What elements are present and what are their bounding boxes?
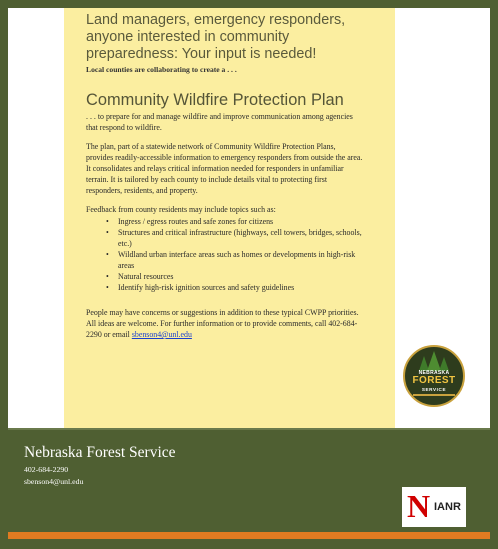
feedback-intro: Feedback from county residents may include topics such as:	[86, 205, 276, 214]
ianr-text: IANR	[434, 501, 461, 513]
footer-phone: 402-684-2290	[24, 465, 69, 474]
plan-title: Community Wildfire Protection Plan	[86, 91, 344, 109]
orange-accent-bar	[8, 532, 490, 539]
list-item: • Natural resources	[106, 271, 364, 282]
flyer-content	[86, 12, 364, 340]
plan-subtitle: . . . to prepare for and manage wildfire and improve communication among agencies that respond to wildfire.	[86, 112, 353, 132]
intro-text: Local counties are collaborating to create a . . .	[86, 65, 237, 74]
footer-email: sbenson4@unl.edu	[24, 477, 84, 486]
email-link[interactable]: sbenson4@unl.edu	[131, 330, 192, 339]
logo-line-3: SERVICE	[421, 387, 447, 392]
list-item: • Identify high-risk ignition sources and safety guidelines	[106, 282, 364, 293]
nebraska-forest-service-logo	[403, 345, 465, 407]
nebraska-n-icon: N	[407, 488, 431, 524]
logo-line-2: FOREST	[412, 375, 456, 386]
closing-body: People may have concerns or suggestions in addition to these typical CWPP priorities. All ideas are welcome. For further information or to provide comments, call 402-684-2290 or email	[86, 308, 359, 339]
ianr-logo	[402, 487, 466, 527]
list-item: • Structures and critical infrastructure (highways, cell towers, bridges, schools, etc.)	[106, 227, 364, 249]
plan-description: The plan, part of a statewide network of Community Wildfire Protection Plans, provides readily-accessible information to emergency responders from outside the area. It consolidates and relays critical information needed for responders in unfamiliar terrain. It is tailored by each county to include details vital to protecting first responders, residents, and property.	[86, 142, 363, 195]
right-border	[490, 8, 498, 428]
headline: Land managers, emergency responders, anyone interested in community preparedness: Your input is needed!	[86, 12, 346, 62]
logo-line-1: NEBRASKA	[418, 370, 450, 376]
topics-list	[106, 216, 364, 293]
organization-name: Nebraska Forest Service	[24, 444, 176, 461]
closing-text	[86, 307, 364, 340]
footer	[8, 428, 490, 532]
list-item: • Ingress / egress routes and safe zones for citizens	[106, 216, 364, 227]
list-item: • Wildland urban interface areas such as homes or developments in high-risk areas	[106, 249, 364, 271]
